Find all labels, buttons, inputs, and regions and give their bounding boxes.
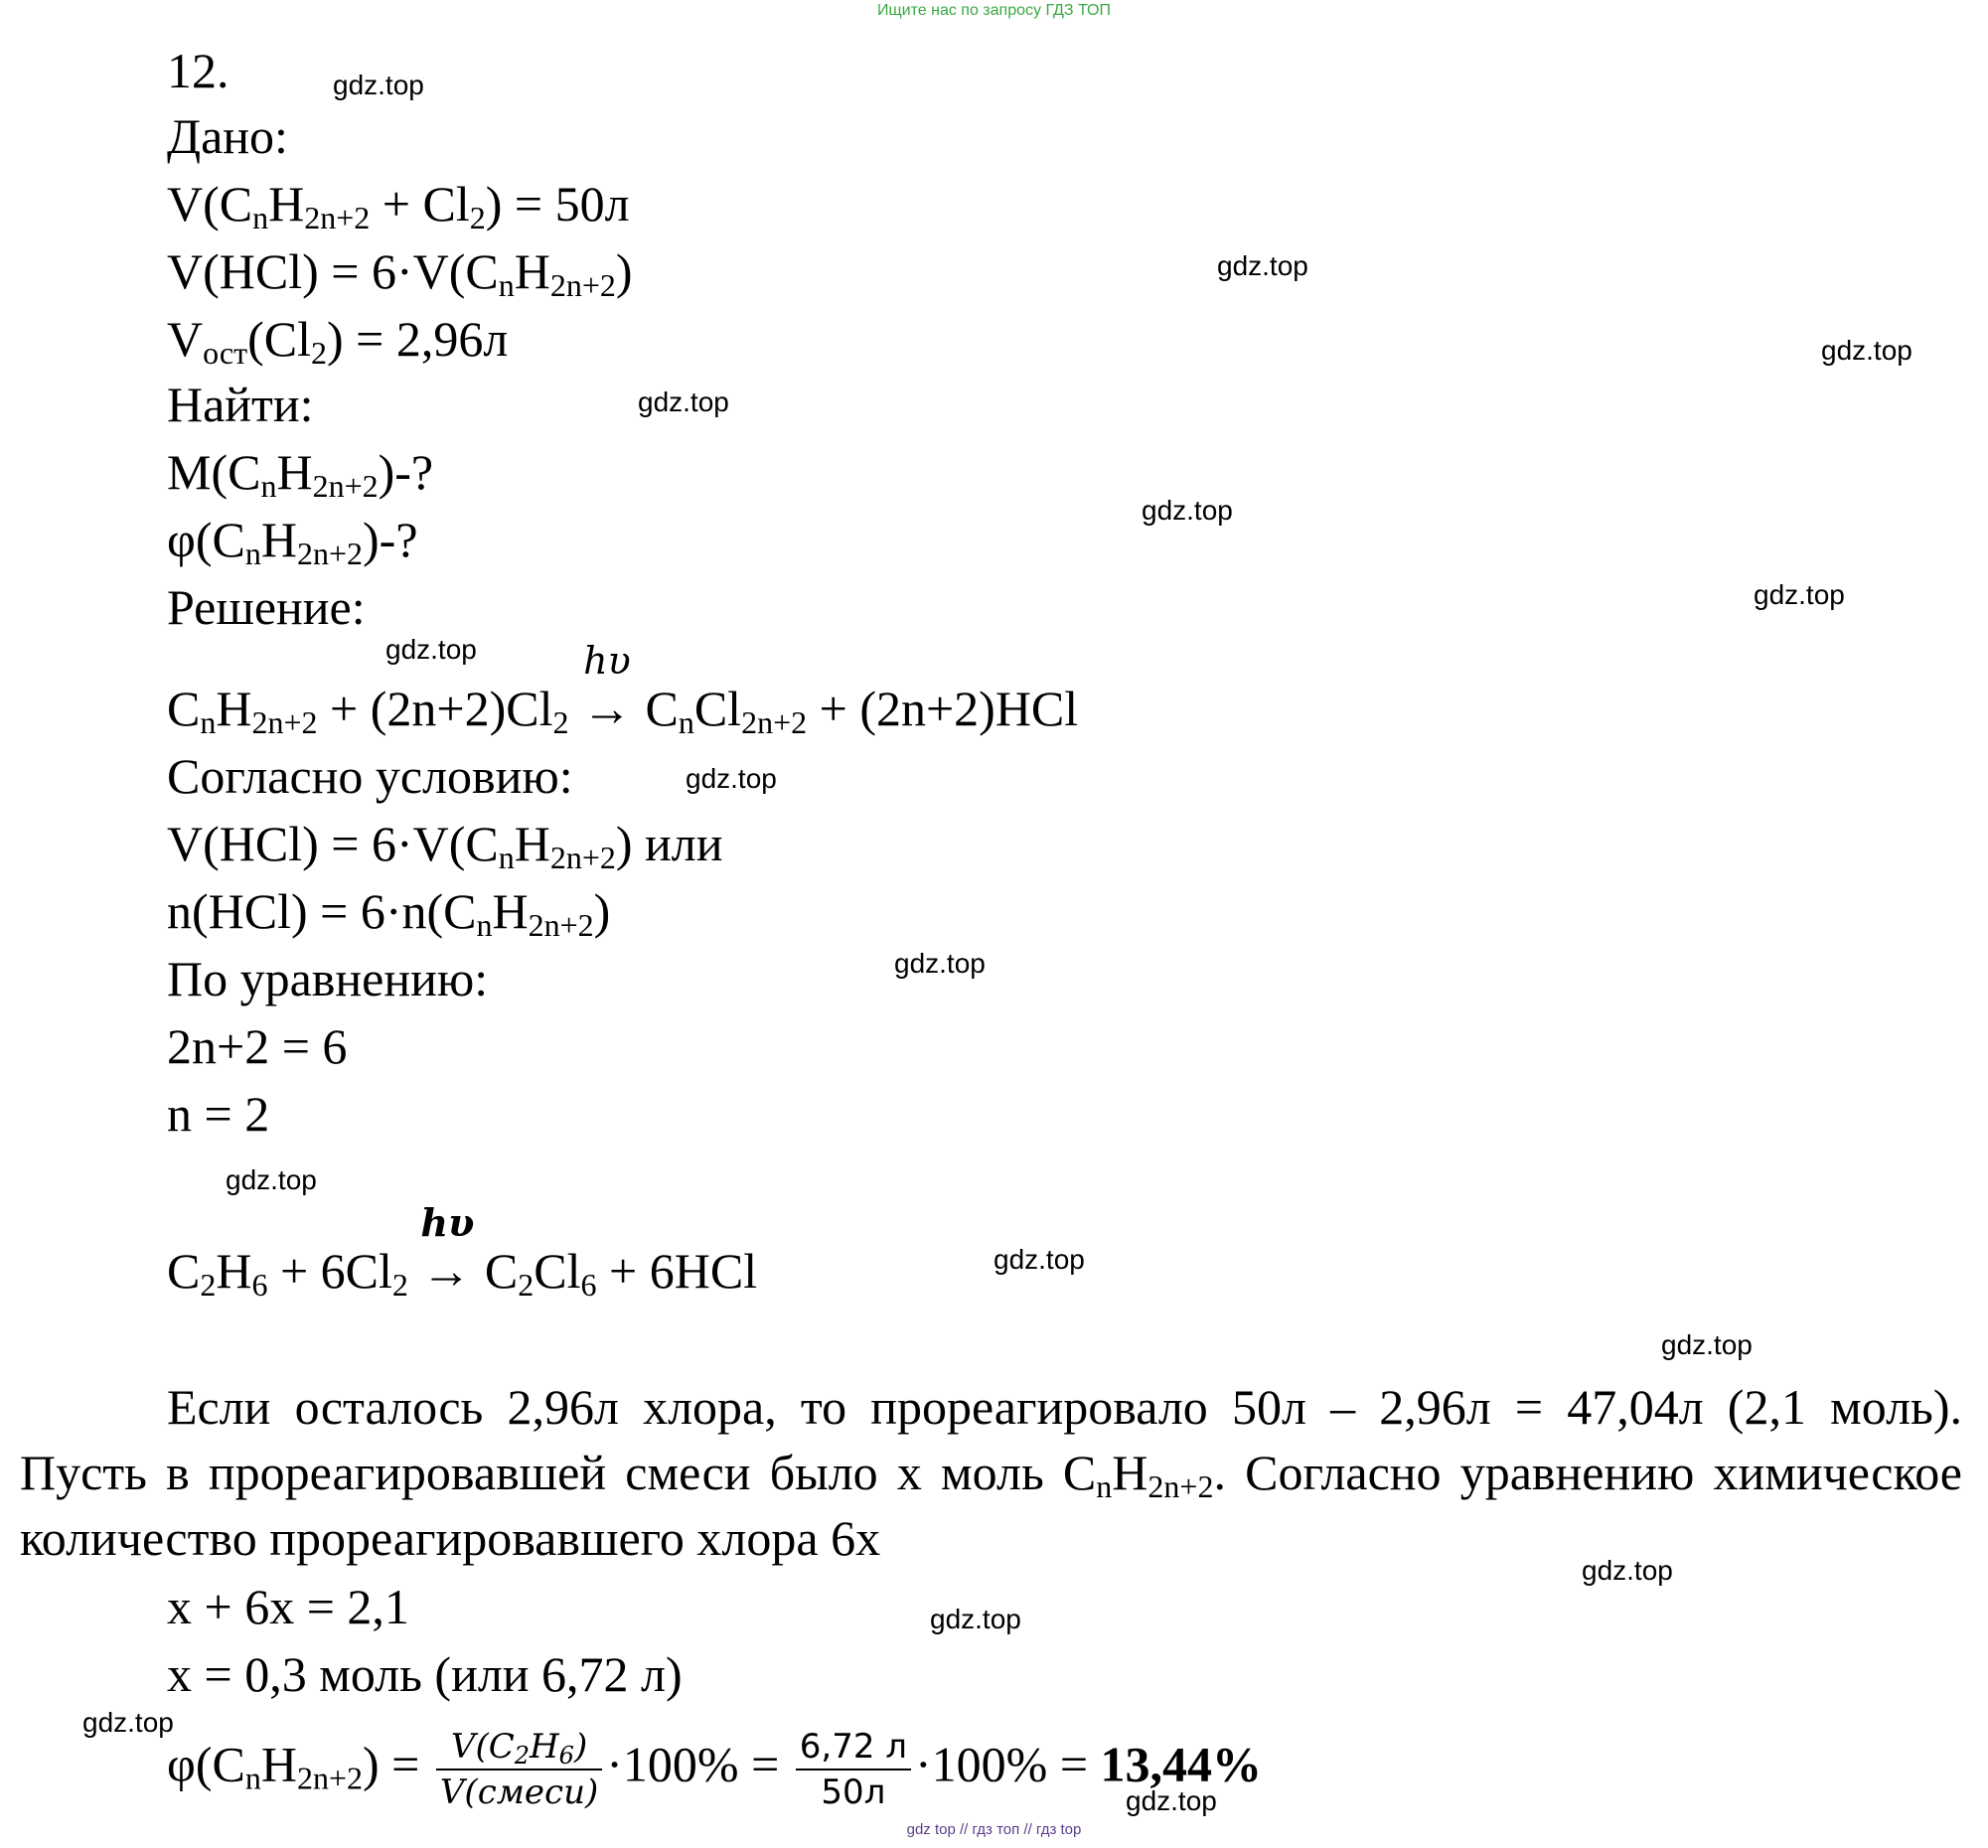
light-symbol-bold: hυ (420, 1200, 475, 1245)
final-result: 13,44% (1100, 1736, 1263, 1792)
reaction-general: $C_nH_{2n+2} + (2n+2)Cl_2$ hυ → $C_nCl_{2n+2} + (2n+2)HCl$ (167, 680, 1078, 737)
watermark: gdz.top (82, 1707, 174, 1738)
watermark: gdz.top (1582, 1555, 1673, 1586)
given-line-2: $V(HCl) = 6\cdot V(C_nH_{2n+2})$ (167, 243, 633, 303)
calc-line-2: x = 0,3 моль (или 6,72 л) (167, 1646, 683, 1702)
by-equation-label: По уравнению: (167, 951, 489, 1006)
fraction-values-denominator: 50л (821, 1772, 886, 1812)
percent-factor-2: ·100% (915, 1736, 1048, 1792)
watermark: gdz.top (994, 1244, 1085, 1275)
find-heading: Найти: (167, 377, 314, 432)
find-line-2: $\varphi(C_nH_{2n+2})-$? (167, 512, 418, 571)
percent-factor-1: ·100% (606, 1736, 739, 1792)
watermark: gdz.top (638, 386, 729, 417)
fraction-volume (436, 1725, 602, 1814)
watermark: gdz.top (1661, 1329, 1753, 1360)
reaction-specific: $C_2H_6 + 6Cl_2$ hυ → $C_2Cl_6 + 6HCl$ (167, 1242, 757, 1300)
equation-line-2: n = 2 (167, 1086, 270, 1142)
light-symbol: hυ (583, 639, 631, 683)
find-line-1: $M(C_nH_{2n+2})-$? (167, 444, 434, 504)
problem-number: 12. (167, 43, 229, 98)
watermark: gdz.top (930, 1604, 1021, 1634)
fraction-values (796, 1725, 911, 1814)
watermark: gdz.top (333, 70, 424, 100)
given-line-1: $V(C_nH_{2n+2} + Cl_2) = 50л$ (167, 176, 630, 235)
footer-links: gdz top // гдз топ // гдз top (906, 1821, 1082, 1838)
fraction-volume-denominator: V(смеси) (439, 1772, 599, 1812)
final-formula: $\varphi(C_nH_{2n+2})$ = $\frac{V(C_2H_6)}{\text{V(смеси)}}$ ·100% = $\frac{6,72 л}{50л}$ ·100% = 13,44% (167, 1727, 1263, 1812)
condition-label: Согласно условию: (167, 748, 573, 804)
watermark: gdz.top (226, 1164, 317, 1195)
given-line-3: $V_{ост}(Cl_2) = 2,96л$ (167, 311, 509, 371)
watermark: gdz.top (1217, 250, 1308, 281)
watermark: gdz.top (1126, 1785, 1217, 1816)
condition-line-2: $n(HCl) = 6\cdot n(C_nH_{2n+2})$ (167, 883, 611, 943)
calc-line-1: x + 6x = 2,1 (167, 1579, 409, 1634)
watermark: gdz.top (1821, 335, 1912, 366)
solution-heading: Решение: (167, 579, 366, 635)
given-heading: Дано: (167, 108, 288, 164)
watermark: gdz.top (894, 948, 986, 979)
condition-line-1: $V(HCl) = 6\cdot V(C_nH_{2n+2})$ или (167, 816, 723, 875)
equation-line-1: 2n+2 = 6 (167, 1018, 348, 1074)
watermark: gdz.top (1754, 579, 1845, 610)
fraction-volume-numerator: $V(C_2H_6)$ (436, 1725, 602, 1771)
search-banner: Ищите нас по запросу ГДЗ ТОП (877, 2, 1111, 19)
fraction-values-numerator: 6,72 л (796, 1725, 911, 1771)
explanation-paragraph: Если осталось 2,96л хлора, то прореагировало 50л – 2,96л = 47,04л (2,1 моль). Пусть в прореагировавшей смеси было x моль $C_nH_{2n+2}$. Согласно уравнению химическое количество прореагировавшего хлора 6x (20, 1379, 1962, 1566)
watermark: gdz.top (1142, 495, 1233, 526)
watermark: gdz.top (385, 634, 477, 665)
watermark: gdz.top (686, 763, 777, 794)
